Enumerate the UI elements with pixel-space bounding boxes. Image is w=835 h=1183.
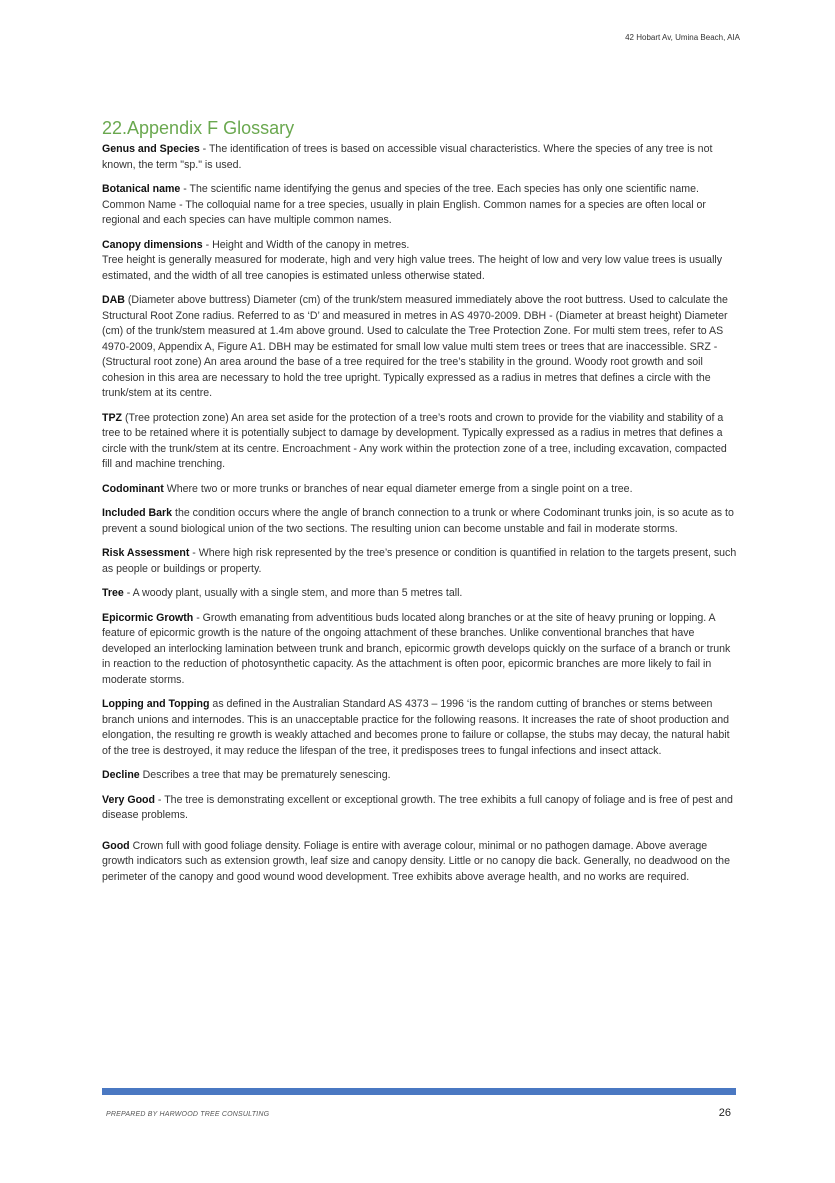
glossary-entry-good: [102, 839, 738, 886]
glossary-definition: Where two or more trunks or branches of near equal diameter emerge from a single point on a tree.: [163, 482, 633, 495]
glossary-entry-dab: [102, 293, 738, 402]
glossary-term: Lopping and Topping: [102, 698, 210, 710]
page-number: 26: [718, 1107, 731, 1119]
glossary-definition: - The tree is demonstrating excellent or exceptional growth. The tree exhibits a full canopy of foliage and is free of pest and disease problems.: [102, 793, 733, 821]
glossary-term: Genus and Species: [102, 143, 200, 155]
document-body: [102, 118, 738, 894]
glossary-definition: (Tree protection zone) An area set aside for the protection of a tree’s roots and crown to provide for the viability and stability of a tree to be retained where it is potentially subject to damage by development. Typically expressed as a radius in metres that defines a circle with the trunk/stem at its centre. Encroachment - Any work within the protection zone of a tree, including excavation, compacted fill and machine trenching.: [102, 411, 727, 470]
glossary-entry-risk-assessment: [102, 546, 738, 577]
glossary-entry-tree: [102, 586, 738, 602]
glossary-definition: - Where high risk represented by the tree’s presence or condition is quantified in relation to the targets present, such as people or buildings or property.: [102, 547, 737, 575]
glossary-term: Good: [102, 839, 130, 852]
glossary-term: TPZ: [102, 411, 123, 424]
glossary-entry-botanical-name: [102, 182, 738, 198]
glossary-entry-genus-species: [102, 142, 738, 173]
glossary-term: Codominant: [102, 482, 164, 495]
glossary-term: Botanical name: [102, 183, 181, 195]
footer-prepared-by: PREPARED BY HARWOOD TREE CONSULTING: [106, 1111, 270, 1118]
glossary-term: Epicormic Growth: [102, 611, 194, 624]
glossary-definition: Common Name - The colloquial name for a tree species, usually in plain English. Common names for a species are often local or regional and each species can have multiple common names.: [102, 198, 706, 226]
glossary-definition: - Height and Width of the canopy in metres.: [202, 238, 410, 251]
glossary-entry-decline: [102, 768, 738, 784]
glossary-entry-codominant: [102, 482, 738, 498]
section-title: 22.Appendix F Glossary: [102, 118, 295, 138]
glossary-term: Decline: [102, 769, 140, 781]
glossary-entry-tree-height: [102, 253, 738, 284]
glossary-entry-included-bark: [102, 506, 738, 537]
glossary-term: Tree: [102, 587, 124, 599]
glossary-definition: - The identification of trees is based on accessible visual characteristics. Where the species of any tree is not known, the term "sp." is used.: [102, 143, 713, 171]
glossary-definition: Crown full with good foliage density. Foliage is entire with average colour, minimal or no pathogen damage. Above average growth indicators such as extension growth, leaf size and canopy density. Little or no canopy die back. Generally, no deadwood on the perimeter of the canopy and good wound wood development. Tree exhibits above average health, and no works are required.: [102, 839, 730, 883]
glossary-entry-canopy-dimensions: [102, 238, 738, 254]
glossary-definition: - A woody plant, usually with a single stem, and more than 5 metres tall.: [123, 587, 463, 599]
glossary-definition: - The scientific name identifying the genus and species of the tree. Each species has only one scientific name.: [180, 183, 699, 195]
glossary-term: Included Bark: [102, 507, 173, 519]
glossary-term: Risk Assessment: [102, 547, 190, 559]
header-address: 42 Hobart Av, Umina Beach, AIA: [625, 33, 740, 42]
glossary-definition: (Diameter above buttress) Diameter (cm) of the trunk/stem measured immediately above the root buttress. Used to calculate the Structural Root Zone radius. Referred to as ‘D’ and measured in metres in AS 4970-2009. DBH - (Diameter at breast height) Diameter (cm) of the trunk/stem measured at 1.4m above ground. Used to calculate the Tree Protection Zone. For multi stem trees, refer to AS 4970-2009, Appendix A, Figure A1. DBH may be estimated for small low value multi stem trees or trees that are inaccessible. SRZ - (Structural root zone) An area around the base of a tree required for the tree’s stability in the ground. Woody root growth and soil cohesion in this area are necessary to hold the tree upright. Typically expressed as a radius in metres that defines a circle with the trunk/stem at its centre.: [102, 294, 728, 399]
glossary-entry-very-good: [102, 793, 738, 824]
glossary-definition: - Growth emanating from adventitious buds located along branches or at the site of heavy pruning or lopping. A feature of epicormic growth is the nature of the ongoing attachment of these branches. Unlike conventional branches that have developed an interlocking lamination between trunk and branch, epicormic growth develops quickly on the surface of a branch or trunk in reaction to the reduction of photosynthetic capacity. As the attachment is often poor, epicormic branches are more likely to fail in moderate storms.: [102, 611, 731, 686]
glossary-entry-common-name: [102, 198, 738, 229]
glossary-term: Very Good: [102, 793, 155, 806]
glossary-term: DAB: [102, 294, 125, 306]
glossary-term: Canopy dimensions: [102, 238, 203, 251]
glossary-definition: Describes a tree that may be prematurely senescing.: [139, 769, 391, 781]
glossary-definition: the condition occurs where the angle of branch connection to a trunk or where Codominant trunks join, is so acute as to prevent a sound biological union of the two sections. The resulting union can become unstable and fail in moderate storms.: [102, 507, 734, 535]
glossary-entry-tpz: [102, 411, 738, 473]
glossary-entry-epicormic-growth: [102, 611, 738, 689]
footer-divider-bar: [102, 1088, 736, 1095]
glossary-definition: Tree height is generally measured for moderate, high and very high value trees. The height of low and very low value trees is usually estimated, and the width of all tree canopies is estimated unless otherwise stated.: [102, 254, 723, 282]
glossary-definition: as defined in the Australian Standard AS 4373 – 1996 ‘is the random cutting of branches or stems between branch unions and internodes. This is an unacceptable practice for the following reasons. It increases the rate of shoot production and elongation, the resulting re growth is weakly attached and becomes prone to failure or collapse, the stubs may decay, the natural habit of the tree is destroyed, it may reduce the lifespan of the tree, it predisposes trees to fungal infections and insect attack.: [102, 698, 730, 757]
glossary-entry-lopping-topping: [102, 697, 738, 759]
